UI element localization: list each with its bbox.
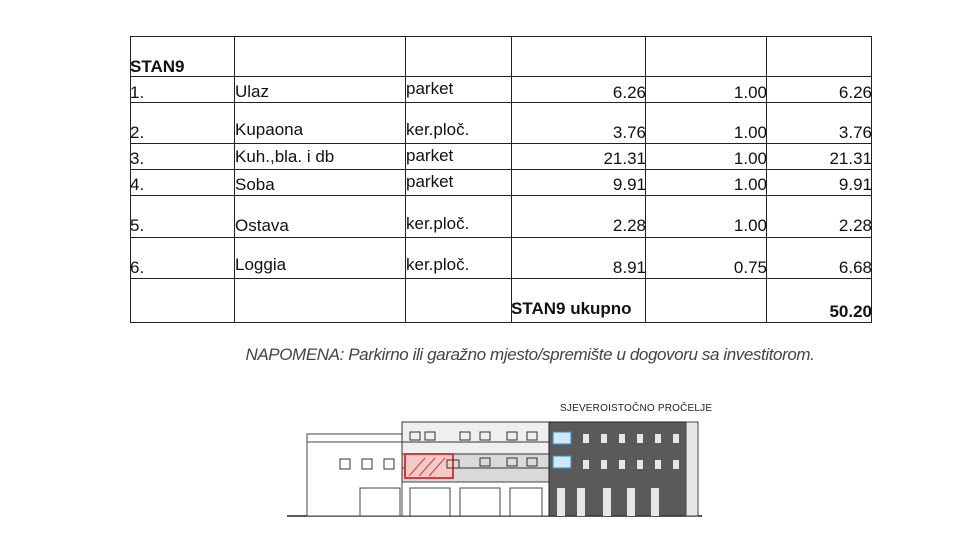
floor-type: ker.ploč.	[406, 214, 470, 233]
room-area: 2.28	[612, 216, 646, 235]
net-area: 9.91	[838, 175, 872, 194]
net-area: 3.76	[838, 123, 872, 142]
left-wing	[307, 434, 402, 516]
room-area: 8.91	[612, 258, 646, 277]
area-coefficient: 1.00	[733, 216, 767, 235]
room-name: Kuh.,bla. i db	[235, 147, 335, 166]
area-coefficient: 1.00	[733, 123, 767, 142]
floor-type: parket	[406, 146, 454, 165]
table-border	[130, 237, 872, 238]
row-number: 3.	[130, 149, 145, 168]
table-border	[130, 36, 872, 37]
floor-type: ker.ploč.	[406, 255, 470, 274]
row-number: 5.	[130, 216, 145, 235]
net-area: 2.28	[838, 216, 872, 235]
table-border	[130, 278, 872, 279]
row-number: 6.	[130, 258, 145, 277]
table-border	[130, 195, 872, 196]
room-name: Ostava	[235, 216, 289, 235]
area-coefficient: 1.00	[733, 175, 767, 194]
row-number: 1.	[130, 83, 145, 102]
floor-type: ker.ploč.	[406, 120, 470, 139]
room-area: 3.76	[612, 123, 646, 142]
note-text: NAPOMENA: Parkirno ili garažno mjesto/spremište u dogovoru sa investitorom.	[245, 345, 815, 364]
building-elevation-drawing	[285, 412, 705, 522]
floor-type: parket	[406, 172, 454, 191]
total-area: 50.20	[829, 302, 872, 321]
table-border	[130, 169, 872, 170]
area-coefficient: 1.00	[733, 149, 767, 168]
table-border	[130, 143, 872, 144]
table-border	[130, 102, 872, 103]
total-label: STAN9 ukupno	[511, 299, 632, 318]
table-border	[130, 322, 872, 323]
row-number: 2.	[130, 123, 145, 142]
room-name: Loggia	[235, 255, 287, 274]
row-number: 4.	[130, 175, 145, 194]
net-area: 6.26	[838, 83, 872, 102]
room-name: Ulaz	[235, 82, 270, 101]
room-name: Soba	[235, 175, 275, 194]
room-area: 6.26	[612, 83, 646, 102]
highlighted-apartment	[405, 454, 453, 478]
net-area: 21.31	[829, 149, 872, 168]
table-border	[130, 76, 872, 77]
floor-type: parket	[406, 79, 454, 98]
apartment-title: STAN9	[130, 57, 185, 76]
area-coefficient: 0.75	[733, 258, 767, 277]
elevation-title: SJEVEROISTOČNO PROČELJE	[560, 403, 713, 414]
room-name: Kupaona	[235, 120, 304, 139]
room-area: 9.91	[612, 175, 646, 194]
area-coefficient: 1.00	[733, 83, 767, 102]
room-area: 21.31	[603, 149, 646, 168]
net-area: 6.68	[838, 258, 872, 277]
